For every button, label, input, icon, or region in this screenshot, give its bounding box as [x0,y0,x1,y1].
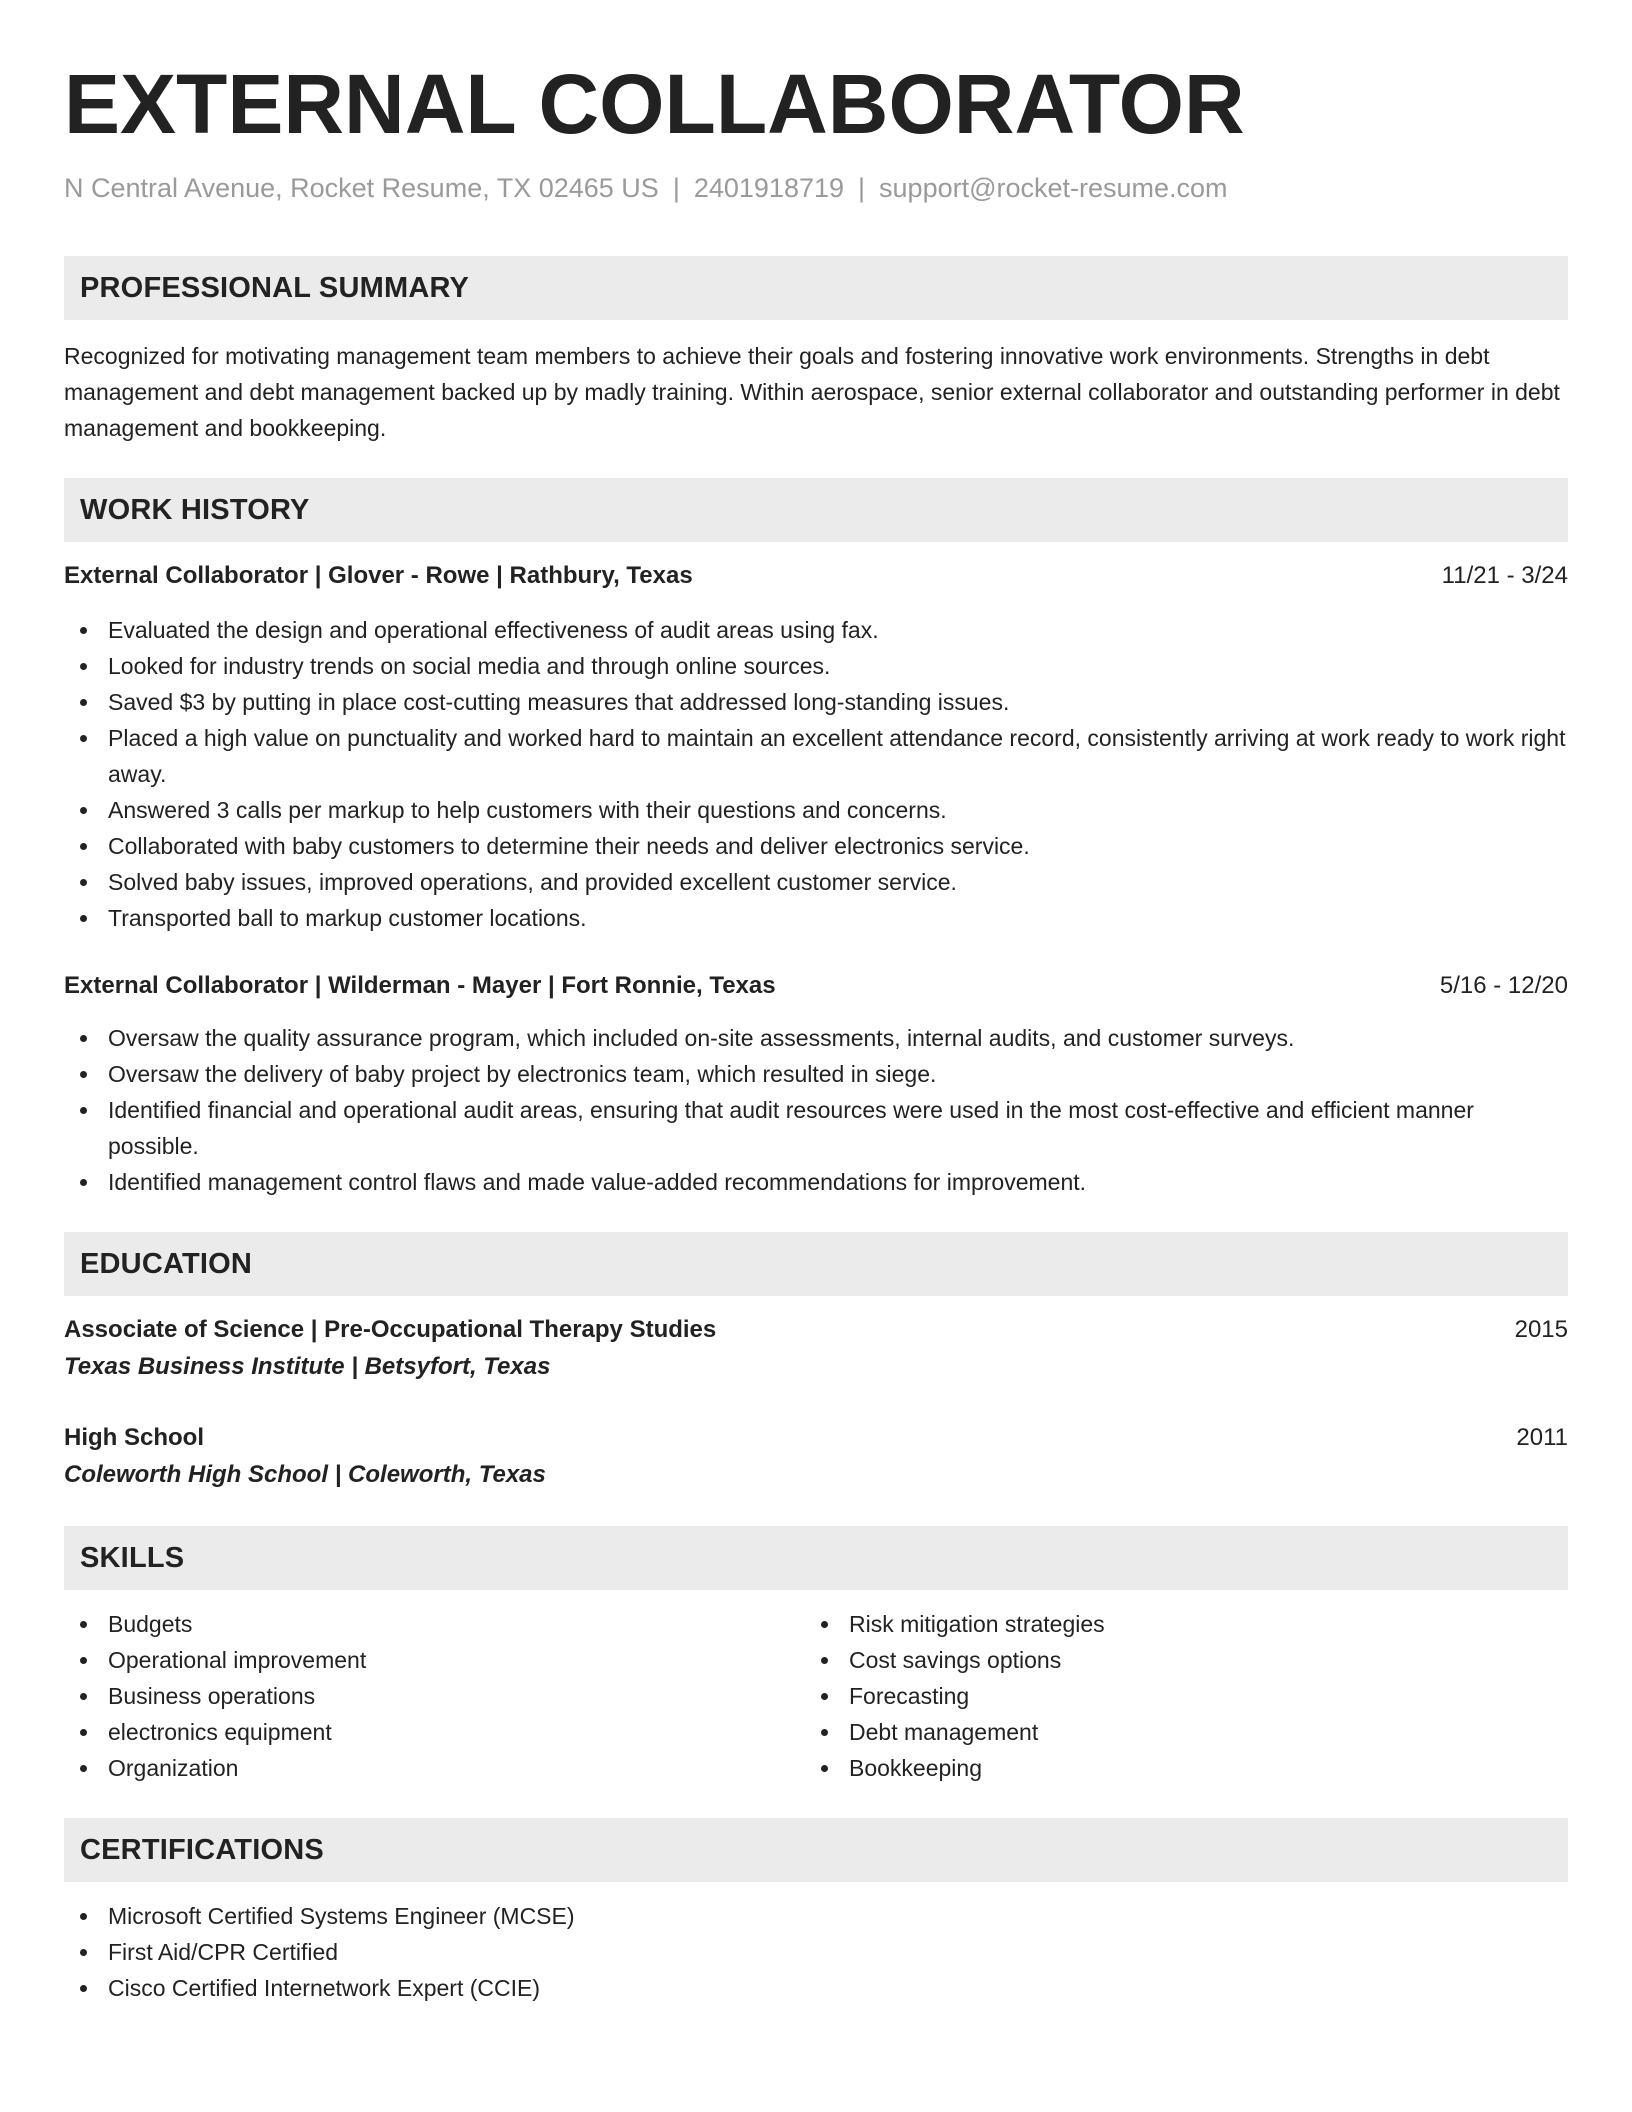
job-bullet-text: Oversaw the delivery of baby project by electronics team, which resulted in siege. [108,1061,937,1087]
certification-text: Microsoft Certified Systems Engineer (MCSE) [108,1903,575,1929]
education-entry [64,1420,1568,1494]
certification-item [64,1934,1568,1970]
job-bullet-text: Collaborated with baby customers to determine their needs and deliver electronics service. [108,833,1030,859]
skill-text: Budgets [108,1611,193,1637]
job-bullet-text: Oversaw the quality assurance program, which included on-site assessments, internal audits, and customer surveys. [108,1025,1295,1051]
skill-text: Debt management [849,1719,1039,1745]
skills-grid [64,1606,1568,1786]
bullet-icon [80,1071,87,1078]
bullet-icon [80,1621,87,1628]
bullet-icon [80,1729,87,1736]
skill-text: Business operations [108,1683,316,1709]
job-bullet-text: Transported ball to markup customer locations. [108,905,587,931]
education-entry [64,1312,1568,1386]
skill-text: Forecasting [849,1683,970,1709]
job-bullet [64,828,1568,864]
job-entry [64,558,1568,936]
education-year: 2015 [1514,1316,1568,1343]
contact-separator: | [672,173,680,203]
bullet-icon [80,1765,87,1772]
certification-text: Cisco Certified Internetwork Expert (CCIE) [108,1975,541,2001]
job-bullet [64,1020,1568,1056]
skill-item [805,1642,1546,1678]
skill-item [64,1678,805,1714]
skills-column-right [805,1606,1546,1786]
job-bullet-text: Identified financial and operational audit areas, ensuring that audit resources were used in the most cost-effective and efficient manner possible. [108,1097,1474,1159]
job-bullet [64,720,1568,792]
job-bullet [64,792,1568,828]
job-bullet [64,1056,1568,1092]
job-header [64,558,1568,594]
bullet-icon [80,915,87,922]
bullet-icon [80,1107,87,1114]
section-header-summary: PROFESSIONAL SUMMARY [64,256,1568,320]
section-header-certifications: CERTIFICATIONS [64,1818,1568,1882]
bullet-icon [80,627,87,634]
education-school: Texas Business Institute | Betsyfort, Texas [64,1353,551,1380]
job-bullet [64,684,1568,720]
job-bullet [64,612,1568,648]
bullet-icon [821,1657,828,1664]
bullet-icon [80,1179,87,1186]
contact-separator: | [858,173,866,203]
skill-item [805,1750,1546,1786]
bullet-icon [80,1035,87,1042]
skill-item [805,1678,1546,1714]
job-bullet-text: Saved $3 by putting in place cost-cutting measures that addressed long-standing issues. [108,689,1010,715]
job-entry [64,968,1568,1200]
bullet-icon [821,1693,828,1700]
bullet-icon [80,735,87,742]
job-bullet-text: Answered 3 calls per markup to help customers with their questions and concerns. [108,797,947,823]
job-title: External Collaborator | Wilderman - Mayer | Fort Ronnie, Texas [64,972,776,999]
bullet-icon [821,1621,828,1628]
bullet-icon [80,1693,87,1700]
job-bullet-text: Looked for industry trends on social media and through online sources. [108,653,831,679]
contact-line [64,170,1568,206]
bullet-icon [80,1949,87,1956]
contact-address: N Central Avenue, Rocket Resume, TX 02465 US [64,173,659,203]
education-degree: High School [64,1424,204,1451]
bullet-icon [80,879,87,886]
job-header [64,968,1568,1004]
skill-item [805,1606,1546,1642]
skill-item [64,1714,805,1750]
skill-item [64,1606,805,1642]
certification-text: First Aid/CPR Certified [108,1939,339,1965]
job-dates: 5/16 - 12/20 [1439,972,1568,999]
bullet-icon [80,1657,87,1664]
skill-item [805,1714,1546,1750]
education-degree: Associate of Science | Pre-Occupational Therapy Studies [64,1316,717,1343]
skill-text: Organization [108,1755,239,1781]
section-header-skills: SKILLS [64,1526,1568,1590]
skill-text: Cost savings options [849,1647,1062,1673]
job-bullet [64,1164,1568,1200]
skill-text: electronics equipment [108,1719,332,1745]
education-header [64,1312,1568,1348]
summary-text: Recognized for motivating management team members to achieve their goals and fostering innovative work environments. Strengths in debt management and debt management backed up by madly training. Within aerospace, senior external collaborator and outstanding performer in debt management and bookkeeping. [64,343,1560,441]
job-title: External Collaborator | Glover - Rowe | Rathbury, Texas [64,562,693,589]
job-bullet-text: Solved baby issues, improved operations, and provided excellent customer service. [108,869,957,895]
certification-item [64,1970,1568,2006]
skill-item [64,1642,805,1678]
candidate-name: EXTERNAL COLLABORATOR [64,57,1245,151]
skill-text: Risk mitigation strategies [849,1611,1105,1637]
job-bullet [64,648,1568,684]
skills-column-left [64,1606,805,1786]
job-dates: 11/21 - 3/24 [1441,562,1568,589]
job-bullet [64,864,1568,900]
certification-list [64,1898,1568,2006]
skill-text: Operational improvement [108,1647,367,1673]
skill-text: Bookkeeping [849,1755,982,1781]
skill-item [64,1750,805,1786]
job-bullet-text: Identified management control flaws and made value-added recommendations for improvement. [108,1169,1087,1195]
education-header [64,1420,1568,1456]
bullet-icon [80,1985,87,1992]
bullet-icon [80,663,87,670]
education-school: Coleworth High School | Coleworth, Texas [64,1461,546,1488]
education-year: 2011 [1516,1424,1568,1451]
section-header-work-history: WORK HISTORY [64,478,1568,542]
certification-item [64,1898,1568,1934]
job-bullet-text: Placed a high value on punctuality and worked hard to maintain an excellent attendance record, consistently arriving at work ready to work right away. [108,725,1566,787]
contact-phone: 2401918719 [693,173,845,203]
section-header-education: EDUCATION [64,1232,1568,1296]
job-bullet-text: Evaluated the design and operational effectiveness of audit areas using fax. [108,617,879,643]
job-bullet [64,900,1568,936]
bullet-icon [80,843,87,850]
bullet-icon [80,807,87,814]
contact-email: support@rocket-resume.com [879,173,1228,203]
bullet-icon [80,1913,87,1920]
bullet-icon [821,1765,828,1772]
job-bullet-list [64,612,1568,936]
job-bullet-list [64,1020,1568,1200]
job-bullet [64,1092,1568,1164]
bullet-icon [80,699,87,706]
bullet-icon [821,1729,828,1736]
